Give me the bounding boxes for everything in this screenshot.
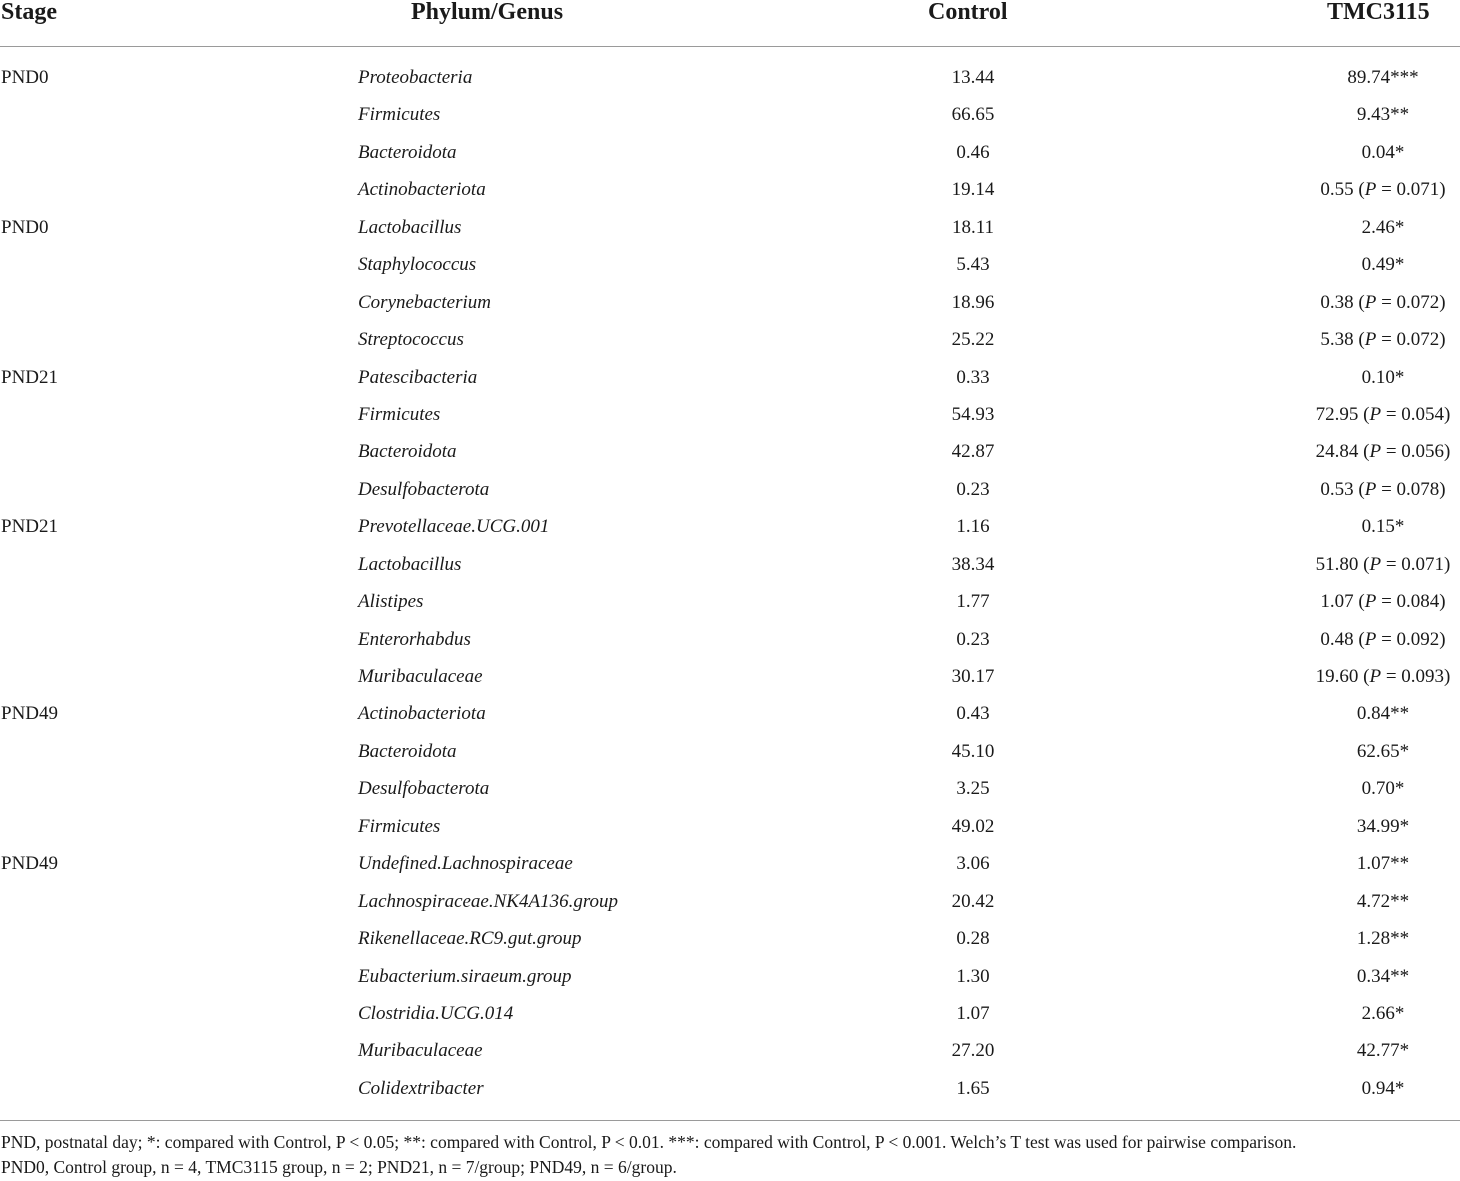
- tmc3115-value: 0.94*: [1361, 1077, 1405, 1099]
- p-value-note: (P = 0.084): [1353, 591, 1446, 613]
- taxon-cell: Firmicutes: [358, 815, 441, 837]
- control-value-cell: 0.23: [956, 628, 990, 650]
- tmc3115-value-cell: [1233, 958, 1460, 995]
- taxon-cell: Muribaculaceae: [358, 666, 483, 687]
- table-row: [0, 920, 1460, 957]
- p-value-note: (P = 0.056): [1358, 441, 1451, 463]
- tmc3115-value-cell: [1233, 396, 1460, 433]
- tmc3115-value: 34.99*: [1356, 815, 1410, 837]
- stage-cell: PND21: [1, 366, 59, 388]
- table-row: [0, 246, 1460, 283]
- table-row: [0, 1032, 1460, 1069]
- tmc3115-value-cell: [1233, 808, 1460, 845]
- tmc3115-value: 0.70*: [1361, 778, 1405, 800]
- table-row: [0, 546, 1460, 583]
- p-value: 0.054: [1401, 403, 1445, 425]
- control-value-cell: 3.06: [956, 853, 990, 875]
- table-footnote: [1, 1130, 1459, 1180]
- tmc3115-value: 62.65*: [1356, 740, 1410, 762]
- taxon-cell: Lactobacillus: [358, 216, 462, 238]
- tmc3115-value: 2.66*: [1361, 1002, 1405, 1024]
- tmc3115-value-cell: [1233, 134, 1460, 171]
- taxon-cell: Streptococcus: [358, 329, 464, 351]
- control-value-cell: 30.17: [951, 666, 995, 687]
- taxon-cell: Eubacterium.siraeum.group: [358, 965, 572, 987]
- taxon-cell: Muribaculaceae: [358, 1040, 483, 1062]
- p-value-note: (P = 0.078): [1353, 478, 1446, 500]
- table-row: [0, 808, 1460, 845]
- taxon-cell: Enterorhabdus: [358, 628, 471, 650]
- taxon-cell: Proteobacteria: [358, 67, 473, 88]
- tmc3115-value: 4.72**: [1356, 890, 1410, 912]
- control-value-cell: 25.22: [951, 329, 995, 351]
- tmc3115-value: 0.48: [1320, 628, 1354, 650]
- stage-cell: PND21: [1, 516, 59, 538]
- table-row: [0, 658, 1460, 695]
- control-value-cell: 38.34: [951, 553, 995, 575]
- taxon-cell: Bacteroidota: [358, 441, 457, 463]
- table-row: [0, 284, 1460, 321]
- table-row: [0, 770, 1460, 807]
- control-value-cell: 1.77: [956, 591, 990, 613]
- tmc3115-value: 0.38: [1320, 291, 1354, 313]
- tmc3115-value: 72.95: [1315, 403, 1359, 425]
- control-value-cell: 42.87: [951, 441, 995, 463]
- tmc3115-value: 2.46*: [1361, 216, 1405, 238]
- table-row: [0, 396, 1460, 433]
- tmc3115-value-cell: [1233, 508, 1460, 545]
- tmc3115-value-cell: [1233, 171, 1460, 208]
- header-stage: Stage: [1, 0, 57, 25]
- p-value: 0.056: [1401, 441, 1445, 463]
- p-value-note: (P = 0.072): [1353, 291, 1446, 313]
- table-row: [0, 171, 1460, 208]
- tmc3115-value: 24.84: [1315, 441, 1359, 463]
- taxon-cell: Patescibacteria: [358, 366, 478, 388]
- table-row: [0, 321, 1460, 358]
- tmc3115-value: 0.34**: [1356, 965, 1410, 987]
- tmc3115-value: 0.84**: [1356, 703, 1410, 725]
- tmc3115-value-cell: [1233, 59, 1460, 96]
- control-value-cell: 0.43: [956, 703, 990, 725]
- stage-cell: PND49: [1, 703, 59, 725]
- footnote-line-2: PND0, Control group, n = 4, TMC3115 group, n = 2; PND21, n = 7/group; PND49, n = 6/group.: [1, 1157, 677, 1177]
- p-value: 0.092: [1396, 628, 1440, 650]
- tmc3115-value-cell: [1233, 96, 1460, 133]
- tmc3115-value: 9.43**: [1356, 104, 1410, 126]
- p-value-note: (P = 0.071): [1358, 553, 1451, 575]
- tmc3115-value-cell: [1233, 621, 1460, 658]
- tmc3115-value: 1.28**: [1356, 928, 1410, 950]
- tmc3115-value-cell: [1233, 920, 1460, 957]
- tmc3115-value: 1.07**: [1356, 853, 1410, 875]
- control-value-cell: 19.14: [951, 179, 995, 201]
- tmc3115-value: 51.80: [1315, 553, 1359, 575]
- control-value-cell: 0.28: [956, 928, 990, 950]
- table-row: [0, 621, 1460, 658]
- table-body: [0, 47, 1460, 1107]
- p-value: 0.078: [1396, 478, 1440, 500]
- table-row: [0, 471, 1460, 508]
- p-value: 0.072: [1396, 291, 1440, 313]
- tmc3115-value: 42.77*: [1356, 1040, 1410, 1062]
- control-value-cell: 1.30: [956, 965, 990, 987]
- taxon-cell: Lactobacillus: [358, 553, 462, 575]
- tmc3115-value: 0.15*: [1361, 516, 1405, 538]
- table-row: [0, 1070, 1460, 1107]
- control-value-cell: 18.11: [951, 216, 995, 238]
- tmc3115-value-cell: [1233, 770, 1460, 807]
- header-tmc3115: TMC3115: [1327, 0, 1430, 25]
- footnote-line-1: PND, postnatal day; *: compared with Control, P < 0.05; **: compared with Control, P < 0.01. ***: compared with Control, P < 0.001. Welch’s T test was used for pairwise comparison.: [1, 1132, 1297, 1152]
- tmc3115-value: 1.07: [1320, 591, 1354, 613]
- table-header: [0, 0, 1460, 47]
- stage-cell: PND0: [1, 67, 49, 88]
- tmc3115-value-cell: [1233, 995, 1460, 1032]
- control-value-cell: 20.42: [951, 890, 995, 912]
- table-row: [0, 134, 1460, 171]
- tmc3115-value: 5.38: [1320, 329, 1354, 351]
- table-row: [0, 209, 1460, 246]
- control-value-cell: 1.07: [956, 1002, 990, 1024]
- tmc3115-value-cell: [1233, 883, 1460, 920]
- taxon-cell: Staphylococcus: [358, 254, 477, 276]
- taxon-cell: Clostridia.UCG.014: [358, 1002, 514, 1024]
- p-value: 0.071: [1396, 179, 1440, 201]
- control-value-cell: 1.65: [956, 1077, 990, 1099]
- header-phylum-genus: Phylum/Genus: [411, 0, 564, 25]
- table-row: [0, 733, 1460, 770]
- table-row: [0, 583, 1460, 620]
- tmc3115-value-cell: [1233, 546, 1460, 583]
- p-value: 0.084: [1396, 591, 1440, 613]
- taxon-cell: Alistipes: [358, 591, 424, 613]
- tmc3115-value: 0.53: [1320, 478, 1354, 500]
- stage-cell: PND49: [1, 853, 59, 875]
- tmc3115-value: 0.55: [1320, 179, 1354, 201]
- tmc3115-value: 19.60: [1315, 666, 1359, 687]
- control-value-cell: 1.16: [956, 516, 990, 538]
- control-value-cell: 13.44: [951, 67, 995, 88]
- p-value-note: (P = 0.092): [1353, 628, 1446, 650]
- taxon-cell: Desulfobacterota: [358, 778, 490, 800]
- p-value-note: (P = 0.072): [1353, 329, 1446, 351]
- p-value: 0.093: [1401, 666, 1445, 687]
- taxon-cell: Corynebacterium: [358, 291, 491, 313]
- tmc3115-value: 89.74***: [1347, 67, 1419, 88]
- stage-cell: PND0: [1, 216, 49, 238]
- tmc3115-value: 0.10*: [1361, 366, 1405, 388]
- taxon-cell: Bacteroidota: [358, 740, 457, 762]
- table-row: [0, 359, 1460, 396]
- taxon-cell: Actinobacteriota: [358, 179, 486, 201]
- control-value-cell: 0.33: [956, 366, 990, 388]
- table-row: [0, 695, 1460, 732]
- tmc3115-value-cell: [1233, 695, 1460, 732]
- tmc3115-value: 0.49*: [1361, 254, 1405, 276]
- taxon-cell: Actinobacteriota: [358, 703, 486, 725]
- control-value-cell: 0.23: [956, 478, 990, 500]
- p-value-note: (P = 0.071): [1353, 179, 1446, 201]
- p-value: 0.072: [1396, 329, 1440, 351]
- tmc3115-value-cell: [1233, 845, 1460, 882]
- tmc3115-value-cell: [1233, 583, 1460, 620]
- control-value-cell: 49.02: [951, 815, 995, 837]
- tmc3115-value: 0.04*: [1361, 141, 1405, 163]
- table-row: [0, 845, 1460, 882]
- table-row: [0, 883, 1460, 920]
- p-value-note: (P = 0.093): [1358, 666, 1451, 687]
- control-value-cell: 54.93: [951, 403, 995, 425]
- control-value-cell: 45.10: [951, 740, 995, 762]
- table-row: [0, 59, 1460, 96]
- taxon-cell: Colidextribacter: [358, 1077, 484, 1099]
- p-value: 0.071: [1401, 553, 1445, 575]
- tmc3115-value-cell: [1233, 1032, 1460, 1069]
- control-value-cell: 5.43: [956, 254, 990, 276]
- p-value-note: (P = 0.054): [1358, 403, 1451, 425]
- tmc3115-value-cell: [1233, 359, 1460, 396]
- tmc3115-value-cell: [1233, 1070, 1460, 1107]
- taxon-cell: Firmicutes: [358, 403, 441, 425]
- taxon-cell: Bacteroidota: [358, 141, 457, 163]
- control-value-cell: 0.46: [956, 141, 990, 163]
- taxon-cell: Lachnospiraceae.NK4A136.group: [358, 890, 619, 912]
- control-value-cell: 3.25: [956, 778, 990, 800]
- tmc3115-value-cell: [1233, 433, 1460, 470]
- tmc3115-value-cell: [1233, 733, 1460, 770]
- table-row: [0, 96, 1460, 133]
- tmc3115-value-cell: [1233, 321, 1460, 358]
- tmc3115-value-cell: [1233, 658, 1460, 695]
- table-bottom-rule: [0, 1120, 1460, 1121]
- taxon-cell: Firmicutes: [358, 104, 441, 126]
- table-row: [0, 508, 1460, 545]
- control-value-cell: 66.65: [951, 104, 995, 126]
- taxon-cell: Prevotellaceae.UCG.001: [358, 516, 550, 538]
- header-control: Control: [928, 0, 1008, 25]
- control-value-cell: 27.20: [951, 1040, 995, 1062]
- tmc3115-value-cell: [1233, 246, 1460, 283]
- tmc3115-value-cell: [1233, 209, 1460, 246]
- tmc3115-value-cell: [1233, 284, 1460, 321]
- table-row: [0, 995, 1460, 1032]
- taxon-cell: Rikenellaceae.RC9.gut.group: [358, 928, 582, 950]
- table-row: [0, 433, 1460, 470]
- taxon-cell: Desulfobacterota: [358, 478, 490, 500]
- taxon-cell: Undefined.Lachnospiraceae: [358, 853, 573, 875]
- table-row: [0, 958, 1460, 995]
- control-value-cell: 18.96: [951, 291, 995, 313]
- tmc3115-value-cell: [1233, 471, 1460, 508]
